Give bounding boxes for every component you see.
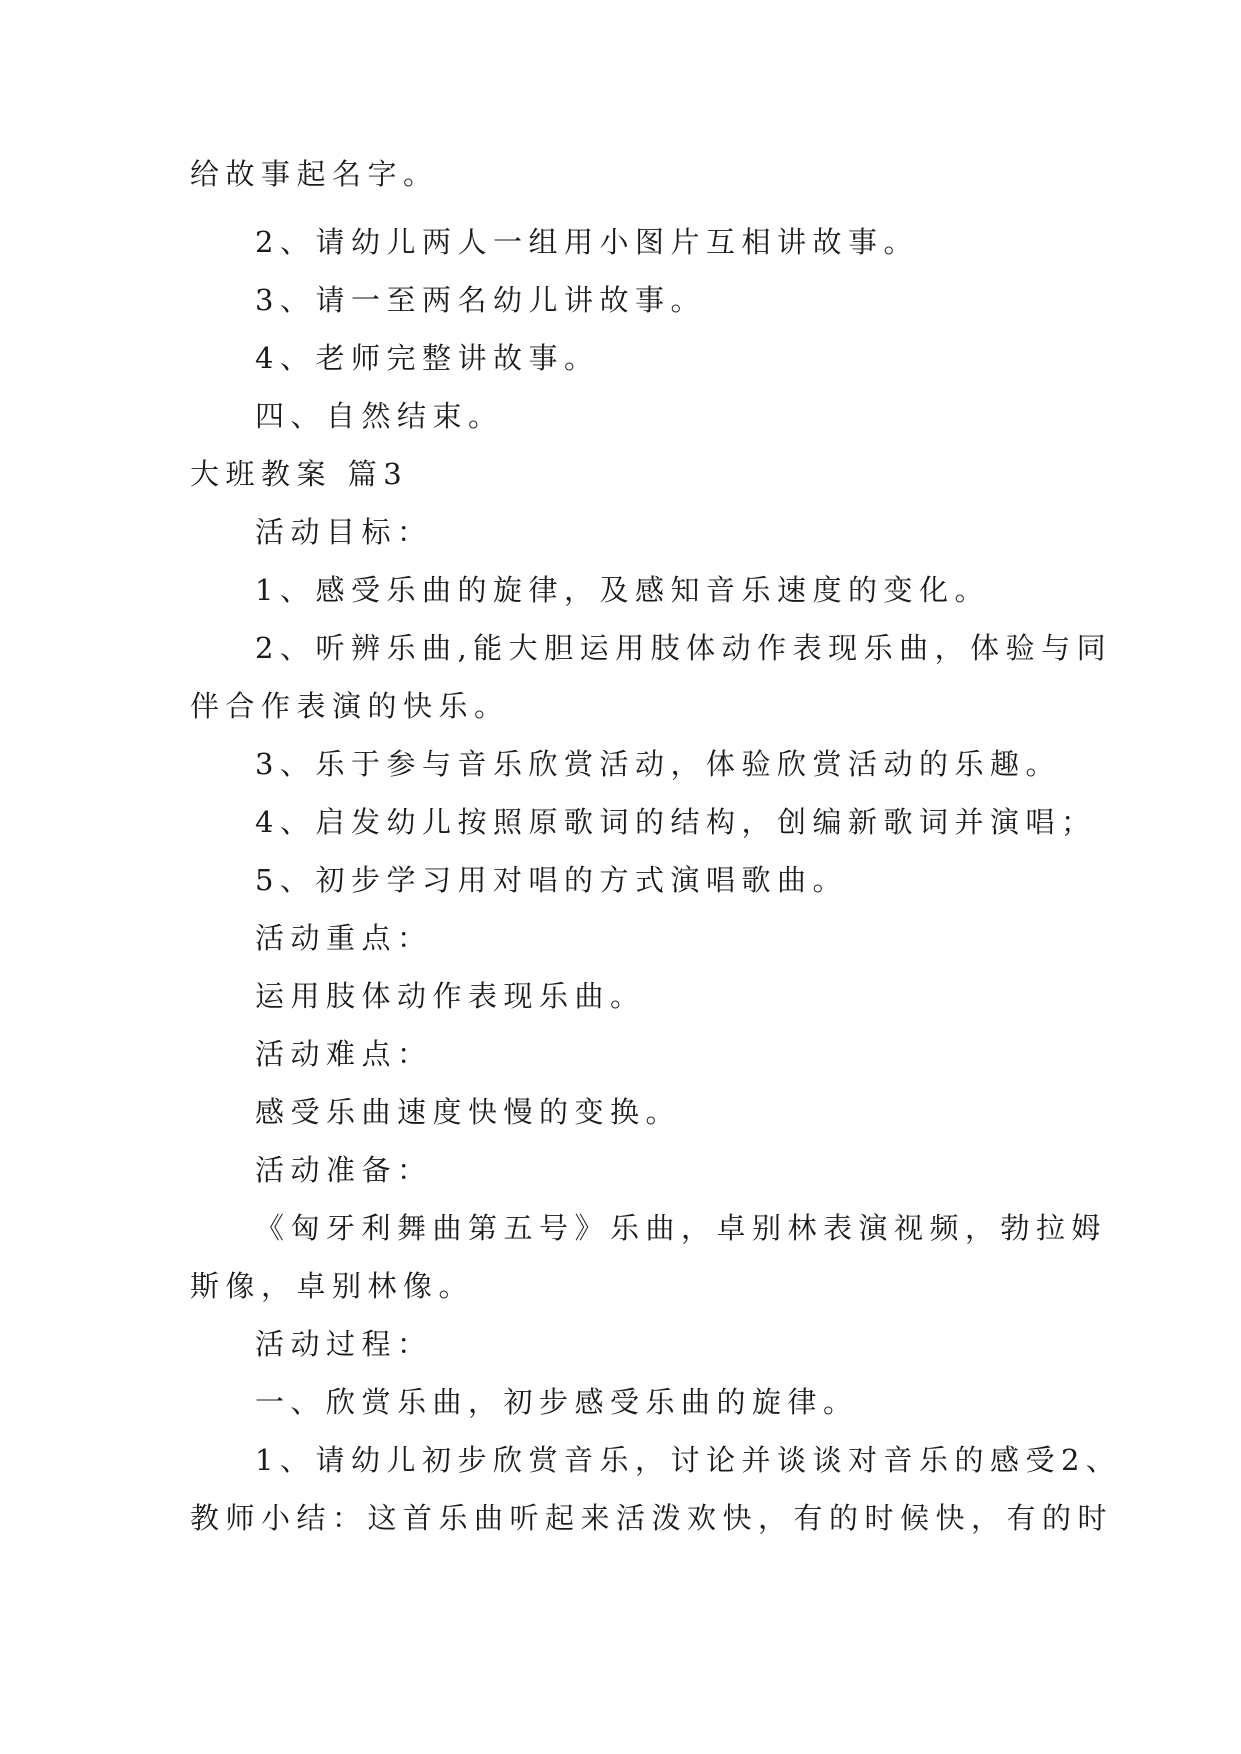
subheading: 活动难点： [255, 1037, 433, 1071]
list-item: 2、听辨乐曲,能大胆运用肢体动作表现乐曲，体验与同 [255, 631, 1113, 665]
paragraph-line: 感受乐曲速度快慢的变换。 [255, 1095, 682, 1129]
list-item: 3、请一至两名幼儿讲故事。 [255, 283, 706, 317]
subheading: 活动目标： [255, 515, 433, 549]
paragraph-line: 给故事起名字。 [190, 157, 439, 191]
list-item: 3、乐于参与音乐欣赏活动，体验欣赏活动的乐趣。 [255, 747, 1061, 781]
list-item: 2、请幼儿两人一组用小图片互相讲故事。 [255, 225, 919, 259]
list-item: 4、老师完整讲故事。 [255, 341, 600, 375]
section-heading: 大班教案 篇3 [190, 457, 409, 491]
subheading: 活动过程： [255, 1327, 433, 1361]
paragraph-line: 斯像，卓别林像。 [190, 1269, 475, 1303]
list-item: 5、初步学习用对唱的方式演唱歌曲。 [255, 863, 848, 897]
subheading: 活动准备： [255, 1153, 433, 1187]
list-item: 1、感受乐曲的旋律，及感知音乐速度的变化。 [255, 573, 990, 607]
paragraph-line: 运用肢体动作表现乐曲。 [255, 979, 646, 1013]
paragraph-line: 教师小结：这首乐曲听起来活泼欢快，有的时候快，有的时 [190, 1501, 1114, 1535]
subheading: 活动重点： [255, 921, 433, 955]
list-item: 4、启发幼儿按照原歌词的结构，创编新歌词并演唱； [255, 805, 1097, 839]
paragraph-line: 伴合作表演的快乐。 [190, 689, 510, 723]
section-step: 四、自然结束。 [255, 399, 504, 433]
list-item: 1、请幼儿初步欣赏音乐，讨论并谈谈对音乐的感受2、 [255, 1443, 1122, 1477]
paragraph-line: 《匈牙利舞曲第五号》乐曲，卓别林表演视频，勃拉姆 [255, 1211, 1108, 1245]
section-step: 一、欣赏乐曲，初步感受乐曲的旋律。 [255, 1385, 859, 1419]
